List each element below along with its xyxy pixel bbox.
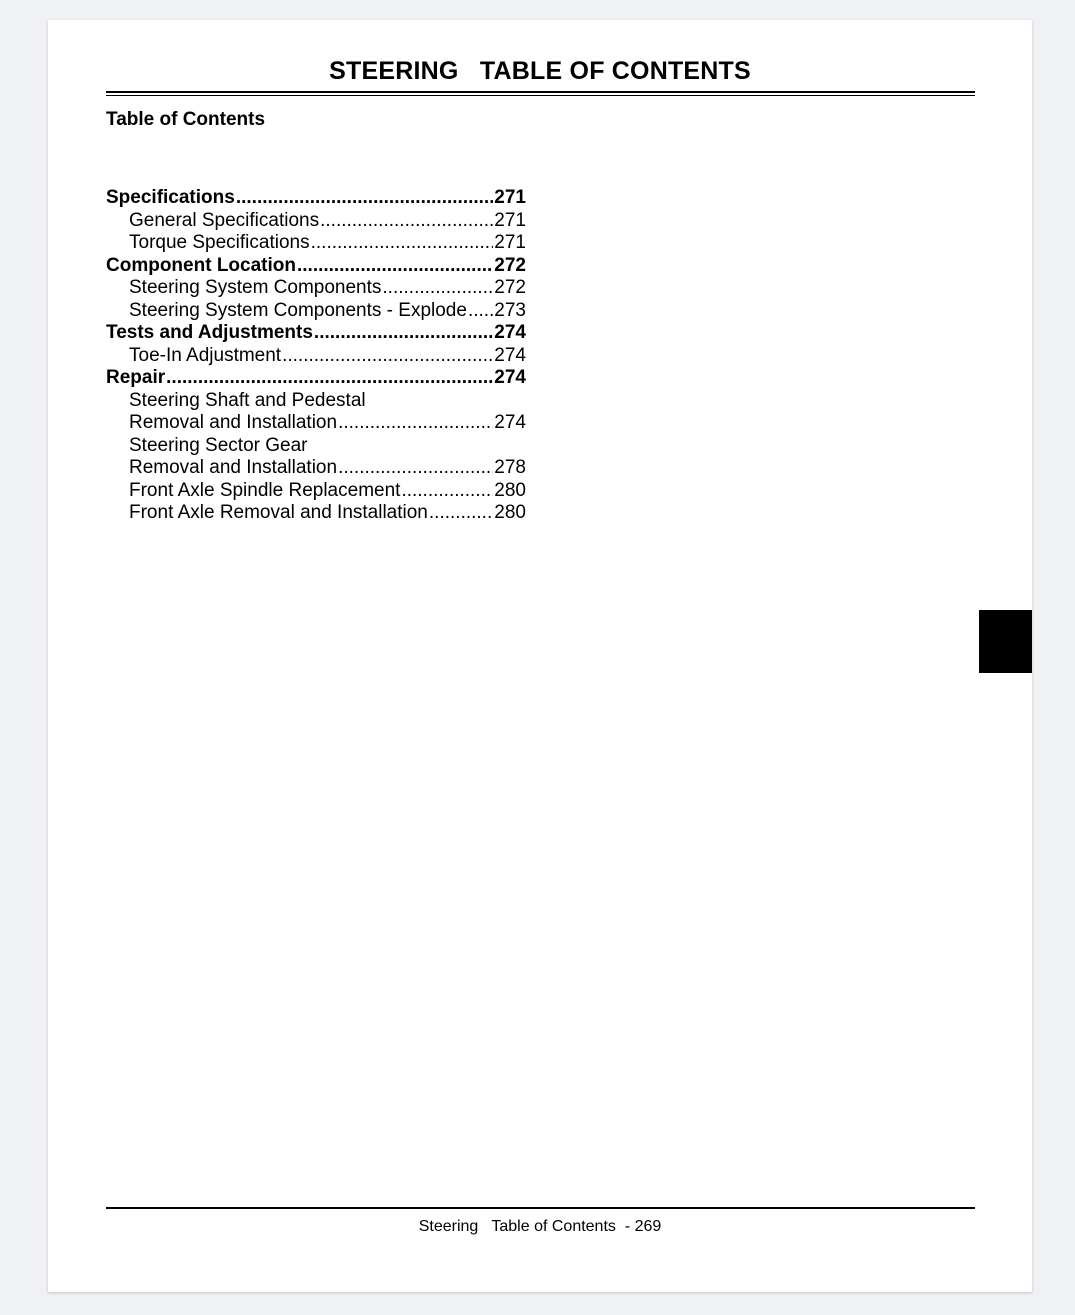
toc-entry-component-location[interactable] bbox=[106, 255, 526, 278]
toc-entry-repair[interactable] bbox=[106, 367, 526, 390]
toc-entry-label: Repair bbox=[106, 367, 166, 388]
toc-entry-front-axle-spindle[interactable] bbox=[106, 480, 526, 503]
toc-entry-steering-sector-removal[interactable] bbox=[106, 457, 526, 480]
toc-entry-label: Torque Specifications bbox=[129, 232, 310, 253]
toc-entry-label: Toe-In Adjustment bbox=[129, 344, 282, 366]
dot-leader bbox=[338, 412, 493, 435]
toc-entry-page: 271 bbox=[494, 232, 526, 253]
toc-entry-page: 278 bbox=[494, 457, 526, 478]
dot-leader bbox=[311, 232, 494, 255]
toc-entry-steering-sector-line1[interactable] bbox=[106, 435, 526, 458]
footer-rule bbox=[106, 1207, 975, 1209]
toc-entry-label: Specifications bbox=[106, 187, 235, 208]
toc-entry-torque-specifications[interactable] bbox=[106, 232, 526, 255]
toc-entry-page: 274 bbox=[494, 367, 526, 388]
toc-entry-page: 274 bbox=[494, 322, 526, 343]
toc-entry-page: 272 bbox=[494, 254, 526, 276]
dot-leader bbox=[166, 367, 493, 390]
toc-entry-page: 280 bbox=[494, 479, 526, 501]
toc-entry-label-line1: Steering Sector Gear bbox=[129, 434, 308, 456]
section-tab-marker bbox=[979, 610, 1032, 673]
page-title: STEERING TABLE OF CONTENTS bbox=[329, 57, 751, 85]
toc-entry-page: 273 bbox=[494, 299, 526, 321]
toc-entry-label: Steering System Components - Explode bbox=[129, 299, 467, 321]
toc-entry-general-specifications[interactable] bbox=[106, 210, 526, 233]
toc-entry-specifications[interactable] bbox=[106, 187, 526, 210]
toc-entry-page: 274 bbox=[494, 344, 526, 366]
toc-entry-label: Removal and Installation bbox=[129, 412, 338, 433]
toc-entry-tests-and-adjustments[interactable] bbox=[106, 322, 526, 345]
toc-heading: Table of Contents bbox=[106, 109, 266, 130]
toc-entry-steering-system-components-explode[interactable] bbox=[106, 300, 526, 323]
dot-leader bbox=[282, 345, 493, 368]
dot-leader bbox=[429, 502, 493, 525]
toc-entry-front-axle-removal[interactable] bbox=[106, 502, 526, 525]
toc-entry-label: Steering System Components bbox=[129, 277, 382, 298]
dot-leader bbox=[382, 277, 493, 300]
dot-leader bbox=[468, 300, 493, 323]
dot-leader bbox=[236, 187, 493, 210]
dot-leader bbox=[297, 255, 493, 278]
toc-entry-steering-shaft-line1[interactable] bbox=[106, 390, 526, 413]
dot-leader bbox=[320, 210, 493, 233]
toc-entry-steering-system-components[interactable] bbox=[106, 277, 526, 300]
toc-entry-steering-shaft-removal[interactable] bbox=[106, 412, 526, 435]
toc-entry-label: Front Axle Spindle Replacement bbox=[129, 479, 401, 501]
page-footer: Steering Table of Contents - 269 bbox=[418, 1218, 662, 1235]
toc-entry-page: 280 bbox=[494, 502, 526, 523]
header-rule-thick bbox=[106, 91, 975, 93]
toc-entry-label: Component Location bbox=[106, 254, 296, 276]
toc-entry-page: 272 bbox=[494, 277, 526, 298]
dot-leader bbox=[401, 480, 493, 503]
toc-entry-page: 271 bbox=[494, 209, 526, 231]
toc-entry-label: General Specifications bbox=[129, 209, 320, 231]
header-rule-thin bbox=[106, 95, 975, 96]
toc-entry-label: Removal and Installation bbox=[129, 457, 338, 478]
dot-leader bbox=[314, 322, 493, 345]
document-page bbox=[48, 20, 1032, 1292]
toc-entry-label-line1: Steering Shaft and Pedestal bbox=[129, 389, 366, 411]
toc-list bbox=[106, 187, 526, 525]
toc-entry-page: 271 bbox=[494, 187, 526, 208]
dot-leader bbox=[338, 457, 493, 480]
toc-entry-label: Front Axle Removal and Installation bbox=[129, 502, 428, 523]
toc-entry-toe-in-adjustment[interactable] bbox=[106, 345, 526, 368]
toc-entry-label: Tests and Adjustments bbox=[106, 322, 313, 343]
toc-entry-page: 274 bbox=[494, 412, 526, 433]
